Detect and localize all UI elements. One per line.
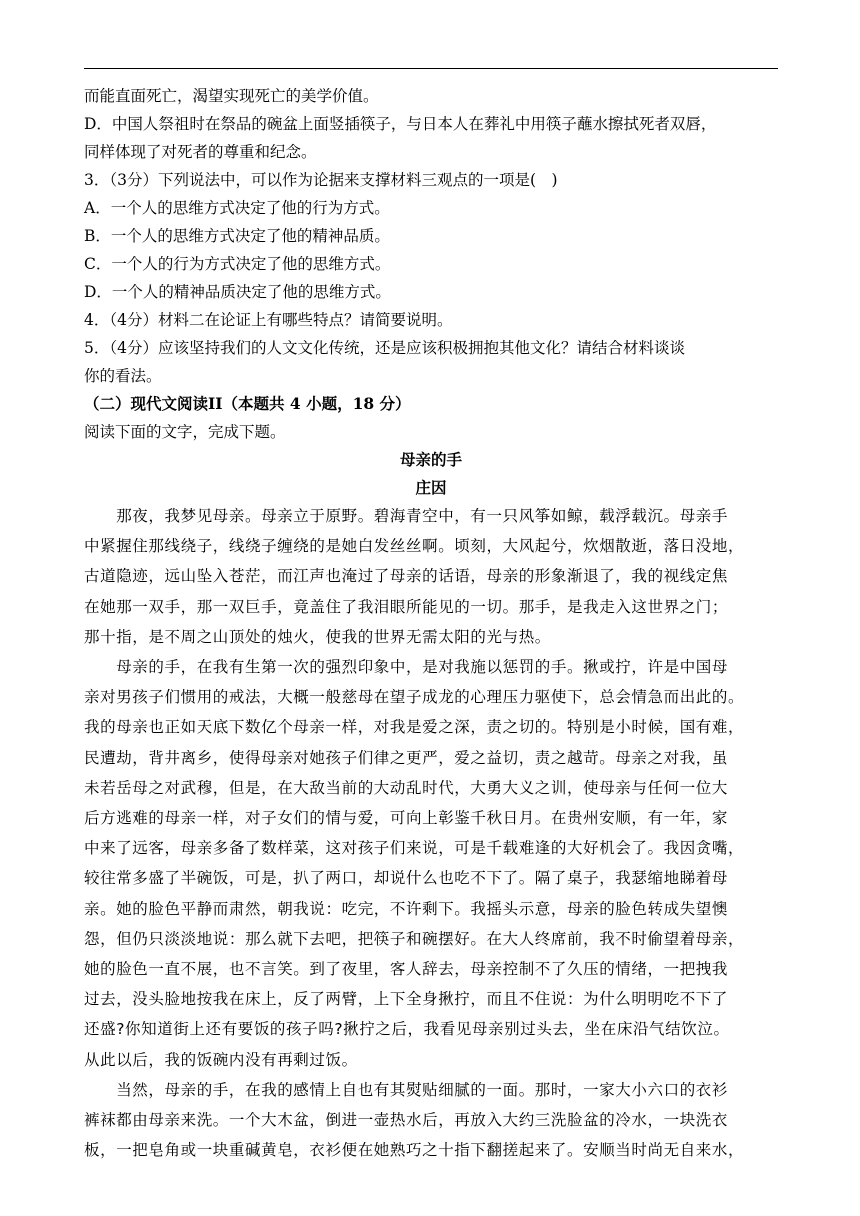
- article-line: 较往常多盛了半碗饭，可是，扒了两口，却说什么也吃不下了。隔了桌子，我瑟缩地睇着母: [84, 869, 729, 888]
- article-line: 怨，但仍只淡淡地说：那么就下去吧，把筷子和碗摆好。在大人终席前，我不时偷望着母亲，: [84, 929, 745, 948]
- article-line: 亲。她的脸色平静而肃然，朝我说：吃完，不许剩下。我摇头示意，母亲的脸色转成失望懊: [84, 899, 729, 918]
- article-line: 中紧握住那线绕子，线绕子缠绕的是她白发丝丝啊。顷刻，大风起兮，炊烟散逝，落日没地，: [84, 537, 745, 556]
- article-line: 那十指，是不周之山顶处的烛火，使我的世界无需太阳的光与热。: [84, 627, 551, 646]
- article-line: 过去，没头脸地按我在床上，反了两臂，上下全身揪拧，而且不住说：为什么明明吃不下了: [84, 990, 729, 1009]
- text-line: 你的看法。: [84, 367, 162, 385]
- article-line: 未若岳母之对武穆，但是，在大敌当前的大动乱时代，大勇大义之训，使母亲与任何一位大: [84, 778, 729, 797]
- article-line: 板，一把皂角或一块重碱黄皂，衣衫便在她熟巧之十指下翻搓起来了。安顺当时尚无自来水，: [84, 1141, 745, 1160]
- option-d: D．一个人的精神品质决定了他的思维方式。: [84, 283, 391, 301]
- text-line: 而能直面死亡，渴望实现死亡的美学价值。: [84, 87, 379, 105]
- article-line: 当然，母亲的手，在我的感情上自也有其熨贴细腻的一面。那时，一家大小六口的衣衫: [84, 1080, 729, 1099]
- article-line: 亲对男孩子们惯用的戒法，大概一般慈母在望子成龙的心理压力驱使下，总会情急而出此的。: [84, 688, 745, 707]
- header-rule: [84, 68, 778, 69]
- article-line: 在她那一双手，那一双巨手，竟盖住了我泪眼所能见的一切。那手，是我走入这世界之门；: [84, 597, 729, 616]
- option-d-text: D．中国人祭祖时在祭品的碗盆上面竖插筷子，与日本人在葬礼中用筷子蘸水擦拭死者双唇，: [84, 115, 717, 133]
- article-line: 那夜，我梦见母亲。母亲立于原野。碧海青空中，有一只风筝如鲸，载浮载沉。母亲手: [84, 507, 729, 525]
- question-5: 5．（4分）应该坚持我们的人文文化传统，还是应该积极拥抱其他文化？请结合材料谈谈: [84, 339, 685, 357]
- article-line: 我的母亲也正如天底下数亿个母亲一样，对我是爱之深，责之切的。特别是小时候，国有难，: [84, 718, 745, 737]
- question-4: 4．（4分）材料二在论证上有哪些特点？请简要说明。: [84, 311, 453, 329]
- option-a: A．一个人的思维方式决定了他的行为方式。: [84, 199, 390, 217]
- article-author: 庄因: [415, 478, 447, 497]
- option-c: C．一个人的行为方式决定了他的思维方式。: [84, 255, 391, 273]
- article-line: 她的脸色一直不展，也不言笑。到了夜里，客人辞去，母亲控制不了久压的情绪，一把拽我: [84, 960, 729, 978]
- article-line: 母亲的手，在我有生第一次的强烈印象中，是对我施以惩罚的手。揪或拧，许是中国母: [84, 658, 729, 676]
- question-3: 3．（3分）下列说法中，可以作为论据来支撑材料三观点的一项是( ): [84, 171, 558, 189]
- article-line: 裤袜都由母亲来洗。一个大木盆，倒进一壶热水后，再放入大约三洗脸盆的冷水，一块洗衣: [84, 1111, 729, 1129]
- article-line: 还盛?你知道街上还有要饭的孩子吗?揪拧之后，我看见母亲别过头去，坐在床沿气结饮泣。: [84, 1020, 730, 1039]
- article-line: 民遭劫，背井离乡，使得母亲对她孩子们律之更严，爱之益切，责之越苛。母亲之对我，虽: [84, 748, 729, 767]
- article-line: 从此以后，我的饭碗内没有再剩过饭。: [84, 1050, 358, 1069]
- article-line: 中来了远客，母亲多备了数样菜，这对孩子们来说，可是千载难逢的大好机会了。我因贪嘴，: [84, 839, 745, 858]
- article-title: 母亲的手: [399, 450, 462, 469]
- article-line: 后方逃难的母亲一样，对子女们的情与爱，可向上彰鉴千秋日月。在贵州安顺，有一年，家: [84, 809, 729, 827]
- instruction: 阅读下面的文字，完成下题。: [84, 423, 286, 441]
- text-line: 同样体现了对死者的尊重和纪念。: [84, 143, 317, 161]
- option-b: B．一个人的思维方式决定了他的精神品质。: [84, 227, 390, 245]
- article-line: 古道隐迹，远山坠入苍茫，而江声也淹过了母亲的话语，母亲的形象渐退了，我的视线定焦: [84, 567, 729, 586]
- section-heading: （二）现代文阅读II（本题共 4 小题，18 分）: [84, 394, 411, 413]
